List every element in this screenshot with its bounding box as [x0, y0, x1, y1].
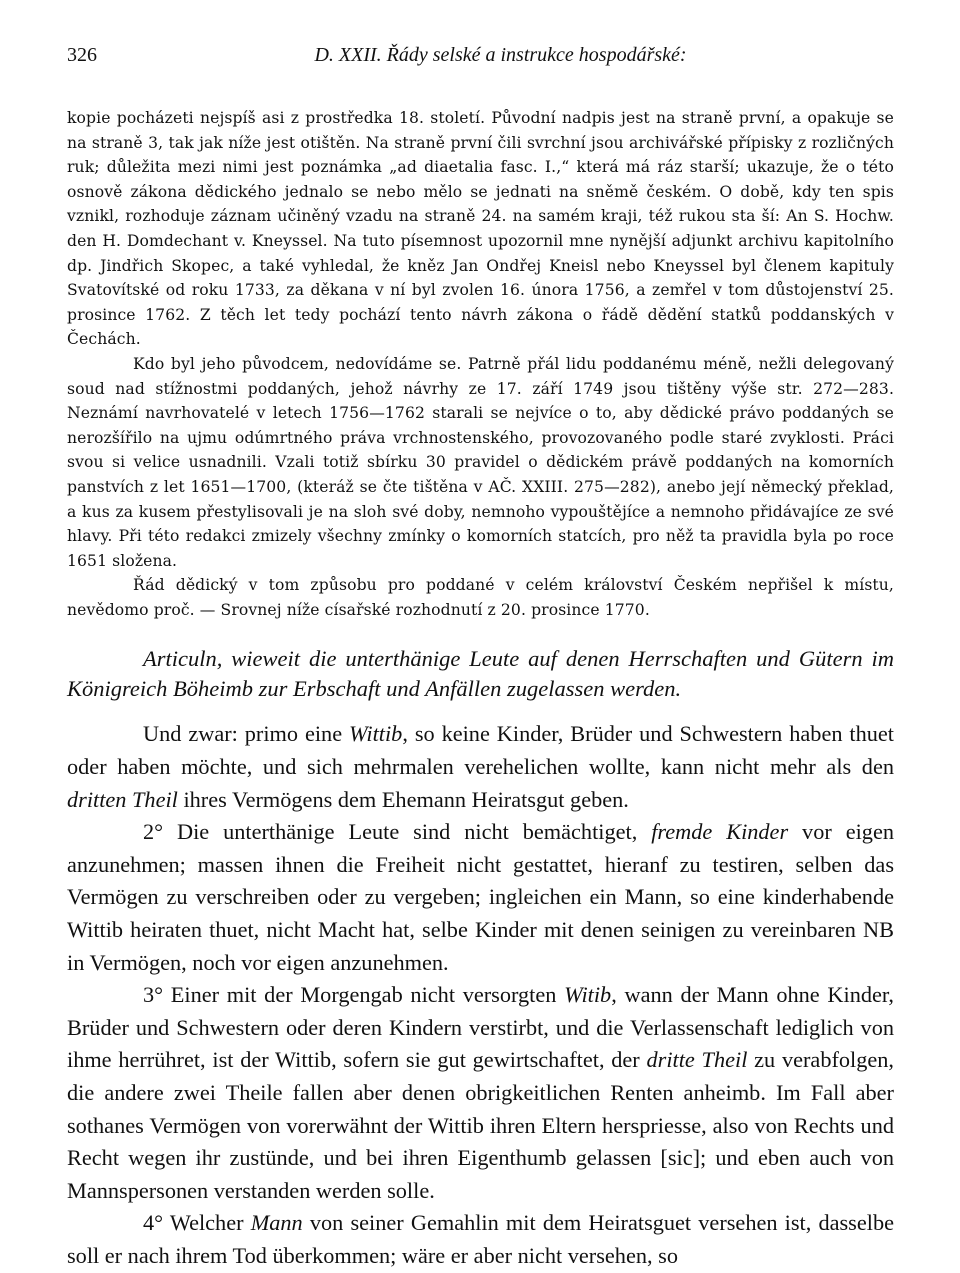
article-paragraph-4 [67, 1207, 894, 1272]
text-run: 3° Einer mit der Morgengab nicht versorgten [143, 982, 565, 1008]
italic-term: fremde Kinder [651, 819, 789, 845]
article-paragraph-2 [67, 816, 894, 979]
italic-term: Witib [564, 982, 612, 1008]
italic-term: Mann [250, 1210, 303, 1236]
intro-paragraph-3: Řád dědický v tom způsobu pro poddané v celém království Českém nepřišel k místu, nevědomo proč. — Srovnej níže císařské rozhodnutí z 20. prosince 1770. [67, 576, 894, 619]
text-run: 4° Welcher [143, 1210, 251, 1236]
intro-paragraph-1: kopie pocházeti nejspíš asi z prostředka 18. století. Původní nadpis jest na straně první, a opakuje se na straně 3, tak jak níže jest otištěn. Na straně první čili svrchní jsou archivářské přípisky z rozličných ruk; důležita mezi nimi jest poznámka „ad diaetalia fasc. I.,“ která má ráz starší; ukazuje, že o této osnově zákona dědického jednalo se nebo mělo se jednati na sněmě českém. O době, kdy ten spis vznikl, rozhoduje záznam učiněný vzadu na straně 24. na samém kraji, též rukou sta ší: An S. Hochw. den H. Domdechant v. Kneyssel. Na tuto písemnost upozornil mne nynější adjunkt archivu kapitolního dp. Jindřich Skopec, a také vyhledal, že kněz Jan Ondřej Kneisl nebo Kneyssel byl členem kapituly Svatovítské od roku 1733, za děkana v ní byl zvolen 16. února 1756, a zemřel v tom důstojenství 25. prosince 1762. Z těch let tedy pochází tento návrh zákona o řádě dědění statků poddanských v Čechách. [67, 109, 894, 349]
italic-term: Wittib [349, 721, 403, 747]
text-run: vor eigen anzunehmen; massen ihnen die Freiheit nicht gestattet, hieranf zu testiren, selben das Vermögen zu verschreiben oder zu vergeben; ingleichen ein Mann, so eine kinderhabende Wittib heiraten thuet, nicht Macht hat, selbe Kinder mit denen seinigen zu vereinbaren NB in Vermögen, noch vor eigen anzunehmen. [67, 819, 894, 975]
czech-introduction [67, 106, 894, 622]
running-head: D. XXII. Řády selské a instrukce hospodářské: [314, 44, 687, 66]
text-run: von seiner Gemahlin mit dem Heiratsguet versehen ist, dasselbe soll er nach ihrem Tod überkommen; wäre er aber nicht versehen, so [67, 1210, 894, 1268]
german-articles [67, 718, 894, 1272]
text-run: , wann der Mann ohne Kinder, Brüder und Schwestern oder deren Kindern verstirbt, und die Verlassenschaft lediglich von ihme herrühret, ist der Wittib, sofern sie gut gewirtschaftet, der [67, 982, 894, 1073]
article-paragraph-1 [67, 718, 894, 816]
page-header [67, 44, 894, 74]
intro-paragraph-2: Kdo byl jeho původcem, nedovídáme se. Patrně přál lidu poddanému méně, nežli delegovaný soud nad stížnostmi poddaných, jehož návrhy ze 17. září 1749 jsou tištěny výše str. 272—283. Neznámí navrhovatelé v letech 1756—1762 starali se nejvíce o to, aby dědické právo poddaných se nerozšířilo na ujmu odúmrtného práva vrchnostenského, provozovaného podle staré zvyklosti. Práci svou si velice usnadnili. Vzali totiž sbírku 30 pravidel o dědickém právě poddaných na komorních panstvích z let 1651—1700, (kteráž se čte tištěna v AČ. XXIII. 275—282), anebo její německý překlad, a kus za kusem přestylisovali je na sloh své doby, nemnoho vypouštějíce a nemnoho přidávajíce ze své hlavy. Při této redakci zmizely všechny zmínky o komorních statcích, pro něž ta pravidla byla po roce 1651 složena. [67, 354, 894, 570]
article-paragraph-3 [67, 979, 894, 1207]
article-title: Articuln, wieweit die unterthänige Leute auf denen Herrschaften und Gütern im Königreich Böheimb zur Erbschaft und Anfällen zugelassen werden. [67, 646, 894, 702]
italic-term: dritte Theil [646, 1047, 748, 1073]
text-run: 2° Die unterthänige Leute sind nicht bemächtiget, [143, 819, 652, 845]
text-run: Und zwar: primo eine [143, 721, 350, 747]
text-run: , so keine Kinder, Brüder und Schwestern haben thuet oder haben möchte, und sich mehrmalen verehelichen wollte, kann nicht mehr als den [67, 721, 894, 780]
page-number: 326 [67, 44, 97, 66]
text-run: ihres Vermögens dem Ehemann Heiratsgut geben. [177, 786, 629, 812]
text-run: zu verabfolgen, die andere zwei Theile fallen aber denen obrigkeitlichen Renten anheimb. Im Fall aber sothanes Vermögen von vorerwähnt der Wittib ihren Eltern herspriesse, also von Rechts und Recht wegen ihr zustünde, und bei ihren Eigenthumb gelassen [sic]; und eben auch von Mannspersonen verstanden werden solle. [67, 1047, 895, 1203]
italic-term: dritten Theil [67, 786, 178, 812]
